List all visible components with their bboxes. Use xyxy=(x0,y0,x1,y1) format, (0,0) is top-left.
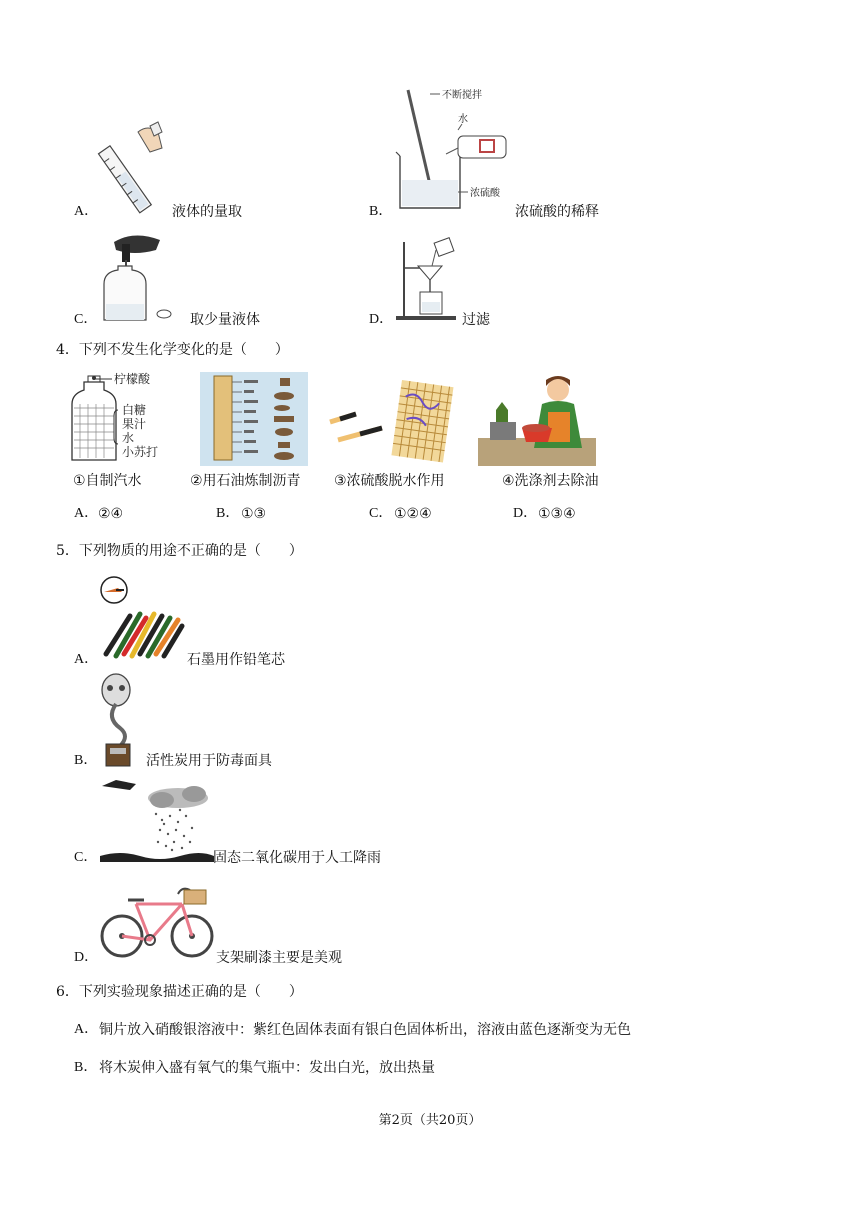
q3-option-b-text: 浓硫酸的稀释 xyxy=(515,204,599,220)
q6-option-b-letter: B． xyxy=(74,1060,98,1075)
q3-option-d-text: 过滤 xyxy=(462,312,490,328)
label-acid: 浓硫酸 xyxy=(470,188,500,199)
q3-option-c-letter: C． xyxy=(74,312,98,327)
q4-option-b-letter: B． xyxy=(216,506,240,521)
q5-option-d-letter: D． xyxy=(74,950,99,965)
q5-option-c-text: 固态二氧化碳用于人工降雨 xyxy=(213,850,381,866)
q6-stem: 6．下列实验现象描述正确的是（ ） xyxy=(56,984,303,1000)
dehydration-illustration xyxy=(326,378,462,462)
label-water: 水 xyxy=(458,114,468,125)
q5-option-c-letter: C． xyxy=(74,850,98,865)
q4-option-b-text: ①③ xyxy=(241,506,267,522)
soda-bottle-illustration xyxy=(72,374,182,466)
label-juice: 果汁 xyxy=(122,417,147,431)
q4-option-d-text: ①③④ xyxy=(538,506,576,522)
petroleum-refining-illustration xyxy=(200,372,308,466)
q3-option-d-letter: D． xyxy=(369,312,394,327)
label-baking-soda: 小苏打 xyxy=(122,445,159,459)
q4-caption-2: ②用石油炼制沥青 xyxy=(190,473,301,489)
q3-option-c-text: 取少量液体 xyxy=(190,312,260,328)
q4-option-d-letter: D． xyxy=(513,506,538,521)
cylinder-illustration xyxy=(98,122,170,218)
q4-option-a-letter: A． xyxy=(74,506,99,521)
q4-stem: 4．下列不发生化学变化的是（ ） xyxy=(56,342,289,358)
label-stir: 不断搅拌 xyxy=(442,90,482,101)
acid-dilution-illustration xyxy=(396,84,516,218)
label-water: 水 xyxy=(122,431,135,445)
q4-option-c-letter: C． xyxy=(369,506,393,521)
bicycle-illustration xyxy=(100,878,216,960)
q5-stem: 5．下列物质的用途不正确的是（ ） xyxy=(56,543,303,559)
q5-option-d-text: 支架刷漆主要是美观 xyxy=(216,950,342,966)
q6-option-a-letter: A． xyxy=(74,1022,99,1037)
q5-option-b-letter: B． xyxy=(74,753,98,768)
dropper-illustration xyxy=(100,232,186,328)
q4-caption-4: ④洗涤剂去除油 xyxy=(502,473,599,489)
q5-option-a-text: 石墨用作铅笔芯 xyxy=(187,652,285,668)
pencils-illustration xyxy=(96,570,188,666)
q5-option-a-letter: A． xyxy=(74,652,99,667)
gas-mask-illustration xyxy=(98,674,148,768)
q4-caption-1: ①自制汽水 xyxy=(73,473,142,489)
label-citric-acid: 柠檬酸 xyxy=(114,372,151,386)
label-sugar: 白糖 xyxy=(122,403,147,417)
q3-option-b-letter: B． xyxy=(369,204,393,219)
q4-option-c-text: ①②④ xyxy=(394,506,432,522)
filtration-illustration xyxy=(396,236,462,322)
page-footer: 第2页（共20页） xyxy=(378,1113,482,1128)
q6-option-a-text: 铜片放入硝酸银溶液中：紫红色固体表面有银白色固体析出，溶液由蓝色逐渐变为无色 xyxy=(99,1022,631,1038)
q4-option-a-text: ②④ xyxy=(98,506,124,522)
q3-option-a-text: 液体的量取 xyxy=(172,204,242,220)
q6-option-b-text: 将木炭伸入盛有氧气的集气瓶中：发出白光，放出热量 xyxy=(99,1060,435,1076)
q5-option-b-text: 活性炭用于防毒面具 xyxy=(146,753,272,769)
q4-caption-3: ③浓硫酸脱水作用 xyxy=(334,473,445,489)
artificial-rain-illustration xyxy=(100,776,214,862)
q3-option-a-letter: A． xyxy=(74,204,99,219)
washing-dishes-illustration xyxy=(478,376,596,466)
